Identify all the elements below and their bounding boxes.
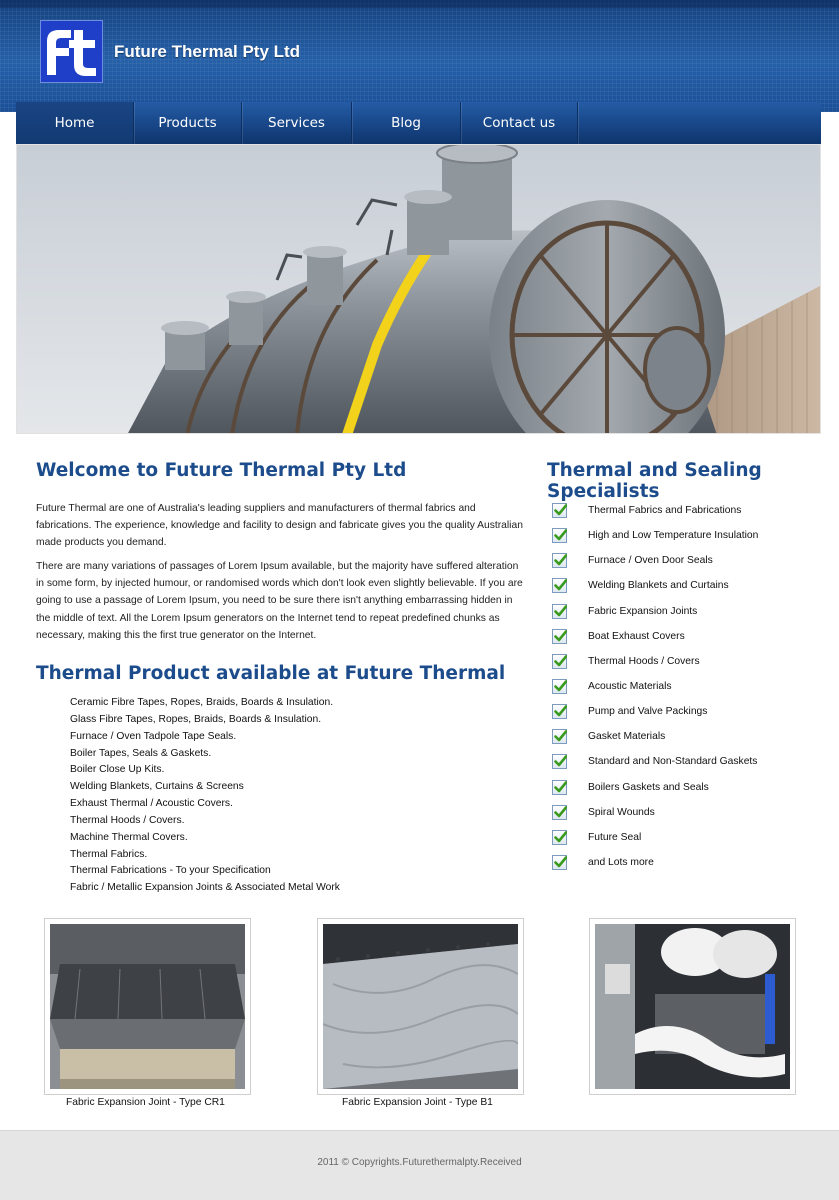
specialists-item-label: High and Low Temperature Insulation	[588, 530, 759, 542]
nav-item-services[interactable]: Services	[242, 102, 352, 144]
specialists-list-item	[552, 498, 758, 523]
specialists-list-item	[552, 523, 758, 548]
hero-image	[16, 144, 821, 434]
product-list-item: Furnace / Oven Tadpole Tape Seals.	[70, 730, 237, 742]
specialists-list-item	[552, 573, 758, 598]
check-icon	[552, 805, 567, 820]
specialists-item-label: Spiral Wounds	[588, 806, 655, 818]
specialists-item-label: Gasket Materials	[588, 731, 666, 743]
check-icon	[552, 855, 567, 870]
specialists-list-item	[552, 674, 758, 699]
product-list-item: Boiler Close Up Kits.	[70, 764, 165, 776]
welcome-paragraph-2: There are many variations of passages of Lorem Ipsum available, but the majority have suffered alteration in some form, by injected humour, or randomised words which don't look even slightly believable. If you are going to use a passage of Lorem Ipsum, you need to be sure there isn't anything embarrassing hidden in the middle of text. All the Lorem Ipsum generators on the Internet tend to repeat predefined chunks as necessary, making this the first true generator on the Internet.	[36, 561, 523, 641]
gallery-image-machinery[interactable]	[589, 918, 796, 1095]
product-list-item: Exhaust Thermal / Acoustic Covers.	[70, 798, 233, 810]
main-nav	[16, 102, 821, 144]
specialists-item-label: Furnace / Oven Door Seals	[588, 555, 713, 567]
specialists-list-item	[552, 548, 758, 573]
specialists-item-label: Boilers Gaskets and Seals	[588, 781, 709, 793]
gallery-image-b1[interactable]	[317, 918, 524, 1095]
check-icon	[552, 654, 567, 669]
specialists-item-label: Boat Exhaust Covers	[588, 630, 685, 642]
product-list-item: Machine Thermal Covers.	[70, 831, 188, 843]
ft-logo-icon[interactable]	[40, 20, 103, 83]
specialists-list	[552, 498, 758, 875]
check-icon	[552, 679, 567, 694]
specialists-item-label: Acoustic Materials	[588, 681, 672, 693]
specialists-list-item	[552, 724, 758, 749]
copyright-text: 2011 © Copyrights.Futurethermalpty.Received	[317, 1157, 522, 1168]
specialists-item-label: Pump and Valve Packings	[588, 706, 708, 718]
specialists-item-label: Thermal Hoods / Covers	[588, 655, 700, 667]
product-list-item: Ceramic Fibre Tapes, Ropes, Braids, Boards & Insulation.	[70, 697, 334, 708]
specialists-item-label: Fabric Expansion Joints	[588, 605, 698, 617]
gallery-image-cr1[interactable]	[44, 918, 251, 1095]
specialists-item-label: Standard and Non-Standard Gaskets	[588, 756, 758, 768]
welcome-heading: Welcome to Future Thermal Pty Ltd	[36, 460, 407, 481]
header-top-band	[0, 0, 839, 8]
check-icon	[552, 830, 567, 845]
check-icon	[552, 553, 567, 568]
specialists-list-item	[552, 749, 758, 774]
site-header	[0, 0, 839, 112]
specialists-list-item	[552, 599, 758, 624]
specialists-item-label: and Lots more	[588, 857, 654, 869]
check-icon	[552, 503, 567, 518]
product-list	[70, 695, 340, 897]
check-icon	[552, 528, 567, 543]
product-list-item: Thermal Hoods / Covers.	[70, 814, 185, 826]
specialists-list-item	[552, 850, 758, 875]
nav-item-contact-us[interactable]: Contact us	[461, 102, 578, 144]
check-icon	[552, 729, 567, 744]
check-icon	[552, 578, 567, 593]
specialists-heading: Thermal and Sealing Specialists	[547, 460, 762, 502]
specialists-list-item	[552, 624, 758, 649]
check-icon	[552, 780, 567, 795]
specialists-list-item	[552, 775, 758, 800]
nav-item-products[interactable]: Products	[134, 102, 242, 144]
check-icon	[552, 754, 567, 769]
check-icon	[552, 704, 567, 719]
specialists-item-label: Welding Blankets and Curtains	[588, 580, 729, 592]
product-list-item: Thermal Fabrics.	[70, 848, 148, 860]
product-list-item: Thermal Fabrications - To your Specification	[70, 865, 271, 877]
site-title: Future Thermal Pty Ltd	[114, 42, 301, 61]
specialists-list-item	[552, 649, 758, 674]
gallery-caption-cr1: Fabric Expansion Joint - Type CR1	[66, 1097, 225, 1108]
specialists-list-item	[552, 800, 758, 825]
products-heading: Thermal Product available at Future Thermal	[36, 663, 506, 684]
check-icon	[552, 604, 567, 619]
product-list-item: Glass Fibre Tapes, Ropes, Braids, Boards & Insulation.	[70, 713, 322, 725]
nav-item-blog[interactable]: Blog	[352, 102, 461, 144]
welcome-paragraph-1: Future Thermal are one of Australia's leading suppliers and manufacturers of thermal fabrics and fabrications. The experience, knowledge and facility to design and fabricate gives you the quality Australian made products you demand.	[36, 503, 523, 549]
specialists-item-label: Thermal Fabrics and Fabrications	[588, 505, 742, 517]
check-icon	[552, 629, 567, 644]
gallery-caption-b1: Fabric Expansion Joint - Type B1	[342, 1097, 493, 1108]
specialists-item-label: Future Seal	[588, 831, 642, 843]
product-list-item: Boiler Tapes, Seals & Gaskets.	[70, 747, 212, 759]
specialists-list-item	[552, 699, 758, 724]
site-footer	[0, 1130, 839, 1200]
product-list-item: Welding Blankets, Curtains & Screens	[70, 781, 244, 793]
nav-item-home[interactable]: Home	[16, 102, 134, 144]
specialists-list-item	[552, 825, 758, 850]
product-list-item: Fabric / Metallic Expansion Joints & Associated Metal Work	[70, 882, 340, 894]
